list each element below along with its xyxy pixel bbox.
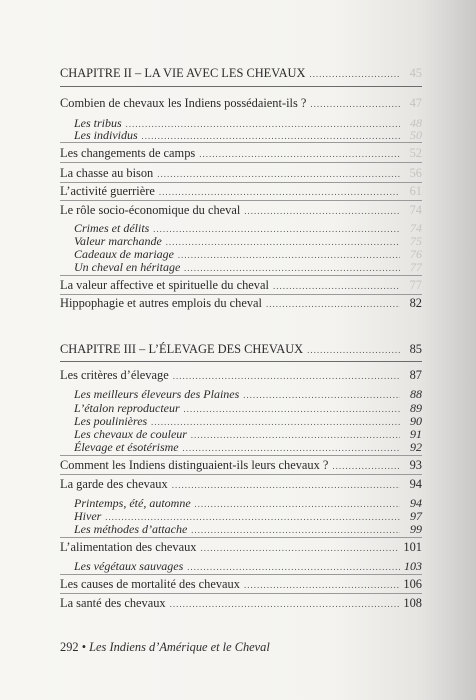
bullet-separator: • (81, 640, 87, 654)
divider (60, 474, 422, 475)
chapter-heading (60, 342, 422, 357)
toc-entry: La chasse au bison ..... 56 (60, 166, 422, 181)
toc-subentry: Crimes et délits ..... 74 (60, 221, 422, 236)
toc-subentry: Printemps, été, automne ..... 94 (60, 496, 422, 511)
divider (60, 200, 422, 201)
divider (60, 574, 422, 575)
toc-entry: Comment les Indiens distinguaient-ils leurs chevaux ? ..... 93 (60, 458, 422, 473)
chapter-heading (60, 66, 422, 81)
toc-subentry: L’étalon reproducteur ..... 89 (60, 401, 422, 416)
divider (60, 275, 422, 276)
divider (60, 182, 422, 183)
toc-entry: Combien de chevaux les Indiens possédaient-ils ? ..... 47 (60, 96, 422, 111)
toc-entry: La santé des chevaux ..... 108 (60, 596, 422, 611)
toc-subentry: Les méthodes d’attache ..... 99 (60, 522, 422, 537)
toc-subentry: Les chevaux de couleur ..... 91 (60, 427, 422, 442)
divider (60, 142, 422, 143)
divider (60, 537, 422, 538)
toc-subentry: Élevage et ésotérisme ..... 92 (60, 440, 422, 455)
toc-subentry: Les meilleurs éleveurs des Plaines ..... 88 (60, 387, 422, 402)
toc-entry: L’alimentation des chevaux ..... 101 (60, 540, 422, 555)
divider (60, 86, 422, 87)
page-footer (60, 640, 270, 655)
toc-subentry: Un cheval en héritage ..... 77 (60, 260, 422, 275)
toc-entry: Les causes de mortalité des chevaux ..... 106 (60, 577, 422, 592)
toc-subentry: Cadeaux de mariage ..... 76 (60, 247, 422, 262)
running-title: Les Indiens d’Amérique et le Cheval (89, 640, 270, 654)
toc-entry: La garde des chevaux ..... 94 (60, 477, 422, 492)
divider (60, 455, 422, 456)
toc-subentry: Valeur marchande ..... 75 (60, 234, 422, 249)
folio-number: 292 (60, 640, 79, 654)
toc-entry: Hippophagie et autres emplois du cheval ..... 82 (60, 296, 422, 311)
chapter-title: CHAPITRE III – L’ÉLEVAGE DES CHEVAUX (60, 342, 304, 356)
toc-subentry: Les tribus ..... 48 (60, 116, 422, 131)
toc-entry: Les changements de camps ..... 52 (60, 146, 422, 161)
toc-subentry: Les poulinières ..... 90 (60, 414, 422, 429)
toc-subentry: Les individus ..... 50 (60, 128, 422, 143)
toc-entry: La valeur affective et spirituelle du cheval ..... 77 (60, 278, 422, 293)
page-number: 45 (409, 66, 422, 80)
divider (60, 162, 422, 163)
divider (60, 361, 422, 362)
chapter-title: CHAPITRE II – LA VIE AVEC LES CHEVAUX (60, 66, 306, 80)
toc-entry: L’activité guerrière ..... 61 (60, 184, 422, 199)
toc-entry: Le rôle socio-économique du cheval ..... 74 (60, 203, 422, 218)
toc-subentry: Les végétaux sauvages ..... 103 (60, 559, 422, 574)
page-number: 85 (409, 342, 422, 356)
divider (60, 593, 422, 594)
toc-subentry: Hiver ..... 97 (60, 509, 422, 524)
toc-entry: Les critères d’élevage ..... 87 (60, 368, 422, 383)
divider (60, 294, 422, 295)
